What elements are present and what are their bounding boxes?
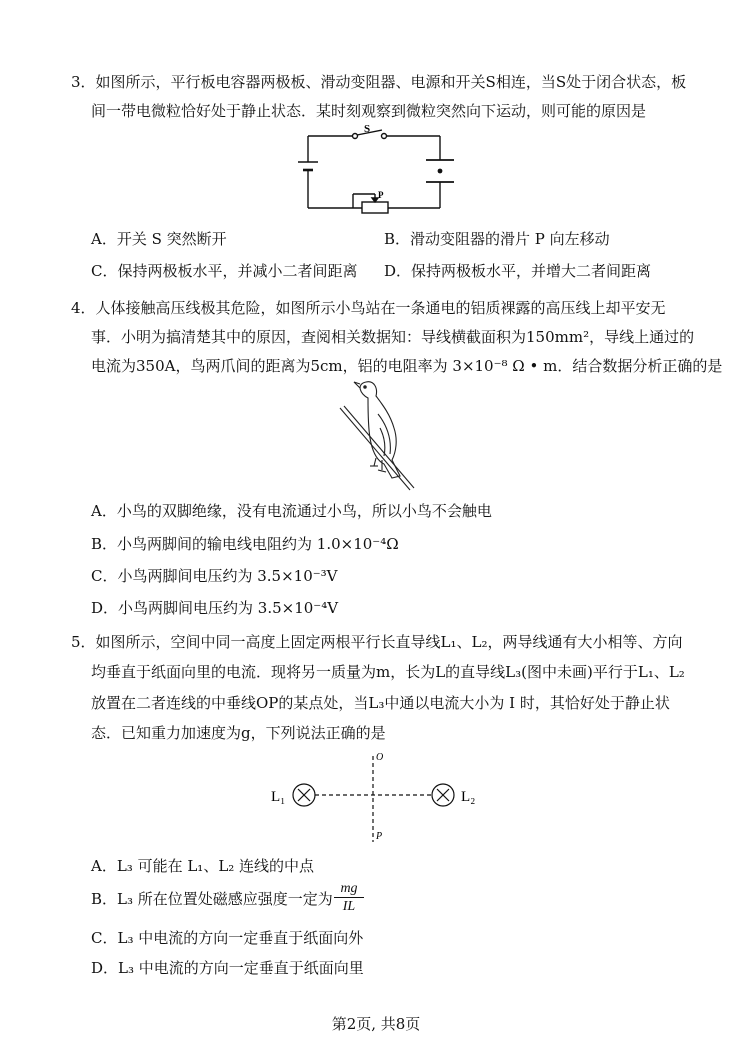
slider-label: P <box>378 190 384 200</box>
q3-option-d: D．保持两极板水平，并增大二者间距离 <box>384 262 652 280</box>
q4-option-c: C．小鸟两脚间电压约为 3.5×10⁻³V <box>91 567 338 585</box>
point-o-label: O <box>376 752 384 763</box>
q3-option-c: C．保持两极板水平，并减小二者间距离 <box>91 262 358 280</box>
q5-option-b-fraction <box>334 880 364 916</box>
q4-line-1: 4．人体接触高压线极其危险，如图所示小鸟站在一条通电的铝质裸露的高压线上却平安无 <box>71 299 666 317</box>
q5-line-1: 5．如图所示，空间中同一高度上固定两根平行长直导线L₁、L₂，两导线通有大小相等、方向 <box>71 633 683 651</box>
q4-option-b: B．小鸟两脚间的输电线电阻约为 1.0×10⁻⁴Ω <box>91 535 399 553</box>
bird-on-wire-figure <box>338 380 416 492</box>
switch-label: S <box>364 124 371 135</box>
page-footer: 第2页, 共8页 <box>331 1015 421 1033</box>
point-p-label: P <box>376 831 383 842</box>
q5-line-2: 均垂直于纸面向里的电流．现将另一质量为m，长为L的直导线L₃(图中未画)平行于L₁、L₂ <box>91 663 685 681</box>
q3-line-2: 间一带电微粒恰好处于静止状态．某时刻观察到微粒突然向下运动，则可能的原因是 <box>91 102 647 120</box>
capacitor-circuit-figure <box>290 124 460 216</box>
q5-line-3: 放置在二者连线的中垂线OP的某点处，当L₃中通以电流大小为 I 时，其恰好处于静止状 <box>91 694 670 712</box>
q4-option-d: D．小鸟两脚间电压约为 3.5×10⁻⁴V <box>91 599 339 617</box>
q3-option-a: A．开关 S 突然断开 <box>91 230 227 248</box>
wire-l1-label: L₁ <box>271 789 286 805</box>
fraction-denominator: IL <box>342 899 356 914</box>
q5-option-b: B．L₃ 所在位置处磁感应强度一定为 <box>91 890 333 908</box>
q4-option-a: A．小鸟的双脚绝缘，没有电流通过小鸟，所以小鸟不会触电 <box>91 502 492 520</box>
wire-l2-label: L₂ <box>461 789 476 805</box>
charged-particle-dot <box>438 169 443 174</box>
q3-option-b: B．滑动变阻器的滑片 P 向左移动 <box>384 230 610 248</box>
q4-line-3: 电流为350A，鸟两爪间的距离为5cm，铝的电阻率为 3×10⁻⁸ Ω • m．结合数据分析正确的是 <box>91 357 723 375</box>
parallel-wires-figure <box>265 748 495 848</box>
q4-line-2: 事．小明为搞清楚其中的原因，查阅相关数据知：导线横截面积为150mm²，导线上通过的 <box>91 328 695 346</box>
q3-line-1: 3．如图所示，平行板电容器两极板、滑动变阻器、电源和开关S相连，当S处于闭合状态，板 <box>71 73 687 91</box>
fraction-numerator: mg <box>334 880 364 898</box>
q5-option-c: C．L₃ 中电流的方向一定垂直于纸面向外 <box>91 929 364 947</box>
q5-option-d: D．L₃ 中电流的方向一定垂直于纸面向里 <box>91 959 364 977</box>
q5-option-a: A．L₃ 可能在 L₁、L₂ 连线的中点 <box>91 857 315 875</box>
q5-line-4: 态．已知重力加速度为g，下列说法正确的是 <box>91 724 386 742</box>
